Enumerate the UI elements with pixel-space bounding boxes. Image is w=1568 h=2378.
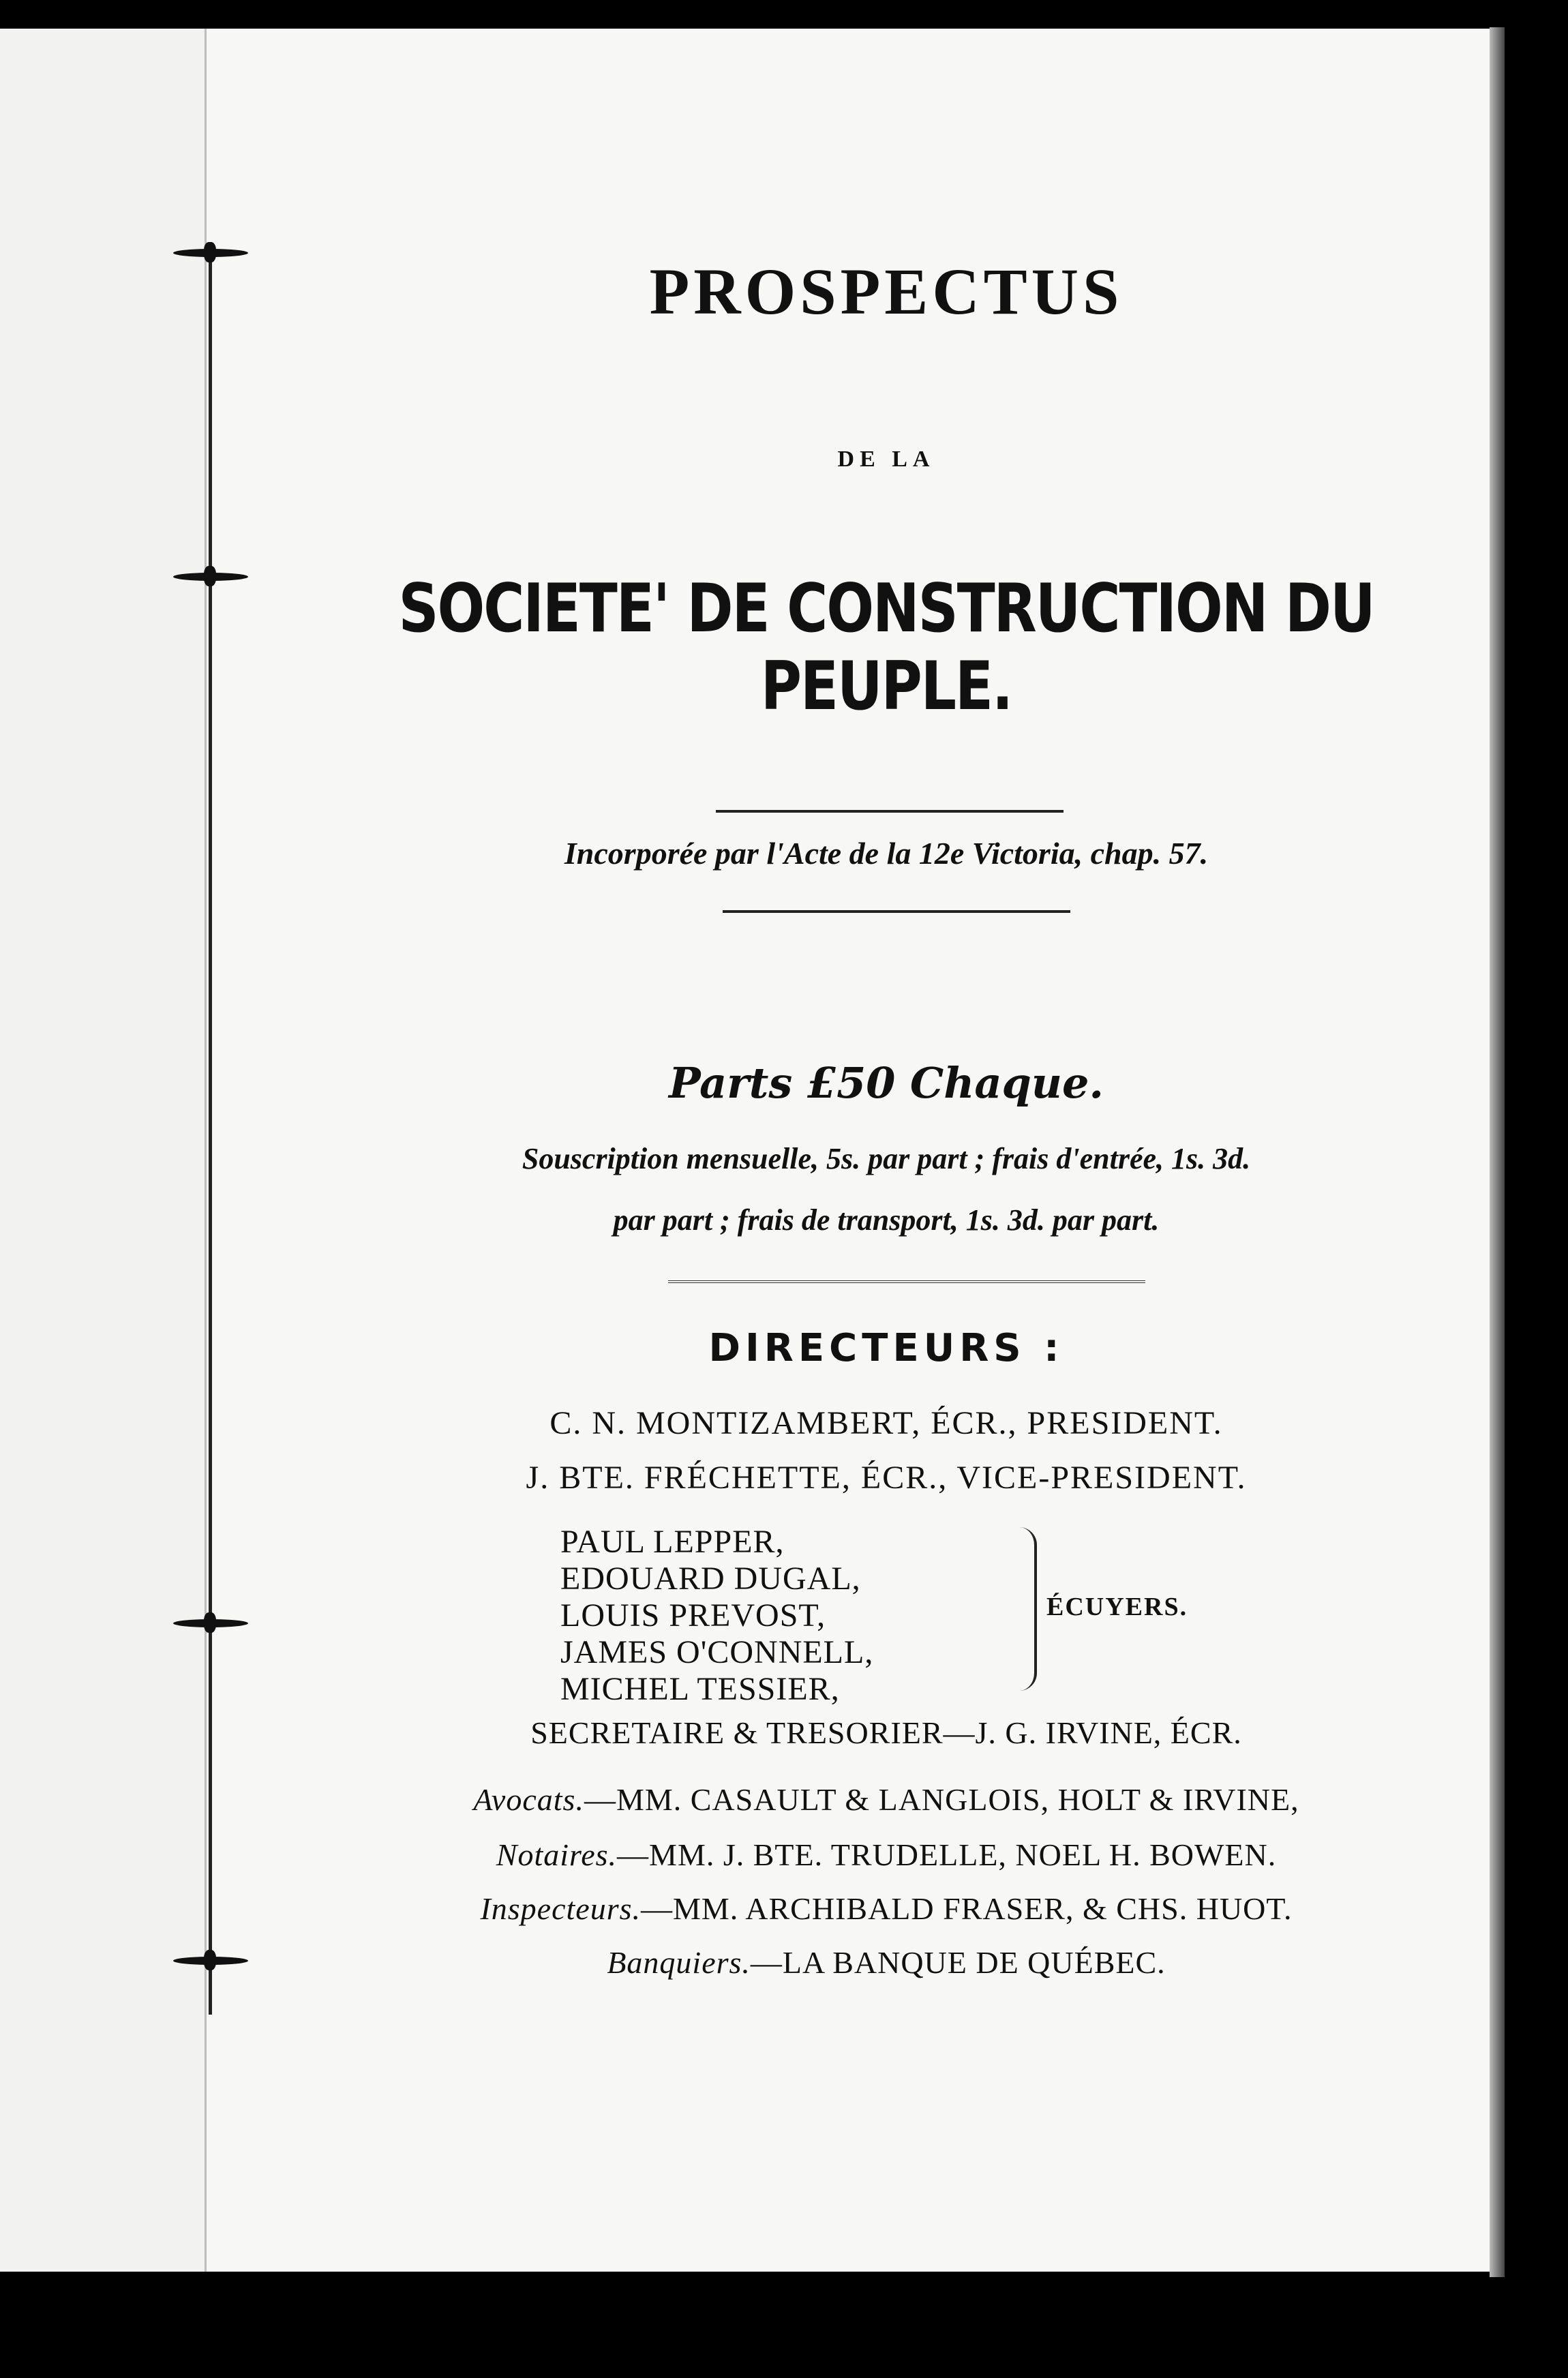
bankers-name: —LA BANQUE DE QUÉBEC. xyxy=(750,1945,1166,1980)
binding-margin xyxy=(0,29,205,2272)
inspectors-label: Inspecteurs. xyxy=(480,1891,641,1926)
advocates-label: Avocats. xyxy=(473,1782,584,1817)
binding-stitch xyxy=(173,566,248,586)
inspectors-line xyxy=(382,1891,1391,1927)
share-price: Parts £50 Chaque. xyxy=(669,1058,1104,1108)
binding-thread xyxy=(209,242,212,2015)
director-name: JAMES O'CONNELL, xyxy=(560,1634,874,1670)
grouping-brace xyxy=(1019,1527,1037,1691)
divider-rule xyxy=(716,810,1064,813)
inspectors-names: —MM. ARCHIBALD FRASER, & CHS. HUOT. xyxy=(641,1891,1293,1926)
subscription-line: par part ; frais de transport, 1s. 3d. par part. xyxy=(613,1203,1160,1237)
notaries-names: —MM. J. BTE. TRUDELLE, NOEL H. BOWEN. xyxy=(617,1837,1277,1872)
bankers-line xyxy=(382,1944,1391,1981)
subscription-terms xyxy=(382,1128,1391,1251)
director-name: EDOUARD DUGAL, xyxy=(560,1561,861,1597)
director-name: LOUIS PREVOST, xyxy=(560,1597,826,1634)
page-edge-shadow xyxy=(1490,27,1505,2277)
directors-heading: DIRECTEURS : xyxy=(708,1326,1064,1370)
vice-president-line: J. BTE. FRÉCHETTE, ÉCR., VICE-PRESIDENT. xyxy=(526,1460,1247,1496)
binding-stitch xyxy=(173,1950,248,1970)
director-names xyxy=(560,1524,873,1708)
binding-stitch xyxy=(173,1612,248,1633)
director-name: MICHEL TESSIER, xyxy=(560,1671,840,1707)
advocates-names: —MM. CASAULT & LANGLOIS, HOLT & IRVINE, xyxy=(584,1782,1299,1817)
president-line: C. N. MONTIZAMBERT, ÉCR., PRESIDENT. xyxy=(549,1405,1223,1441)
divider-rule xyxy=(723,910,1070,913)
gutter-line xyxy=(205,29,207,2272)
ornamental-divider xyxy=(668,1274,1145,1283)
director-name: PAUL LEPPER, xyxy=(560,1524,785,1560)
incorporation-note: Incorporée par l'Acte de la 12e Victoria, chap. 57. xyxy=(564,836,1209,871)
notaries-label: Notaires. xyxy=(496,1837,618,1872)
directors-title: ÉCUYERS. xyxy=(1046,1593,1188,1621)
bankers-label: Banquiers. xyxy=(607,1945,751,1980)
binding-stitch xyxy=(173,242,248,262)
advocates-line xyxy=(382,1781,1391,1818)
notaries-line xyxy=(382,1837,1391,1873)
page-title: PROSPECTUS xyxy=(649,255,1124,328)
society-name: SOCIETE' DE CONSTRUCTION DU PEUPLE. xyxy=(398,570,1374,725)
subscription-line: Souscription mensuelle, 5s. par part ; frais d'entrée, 1s. 3d. xyxy=(522,1142,1251,1175)
title-connector: DE LA xyxy=(837,447,935,472)
secretary-line: SECRETAIRE & TRESORIER—J. G. IRVINE, ÉCR. xyxy=(530,1715,1242,1750)
